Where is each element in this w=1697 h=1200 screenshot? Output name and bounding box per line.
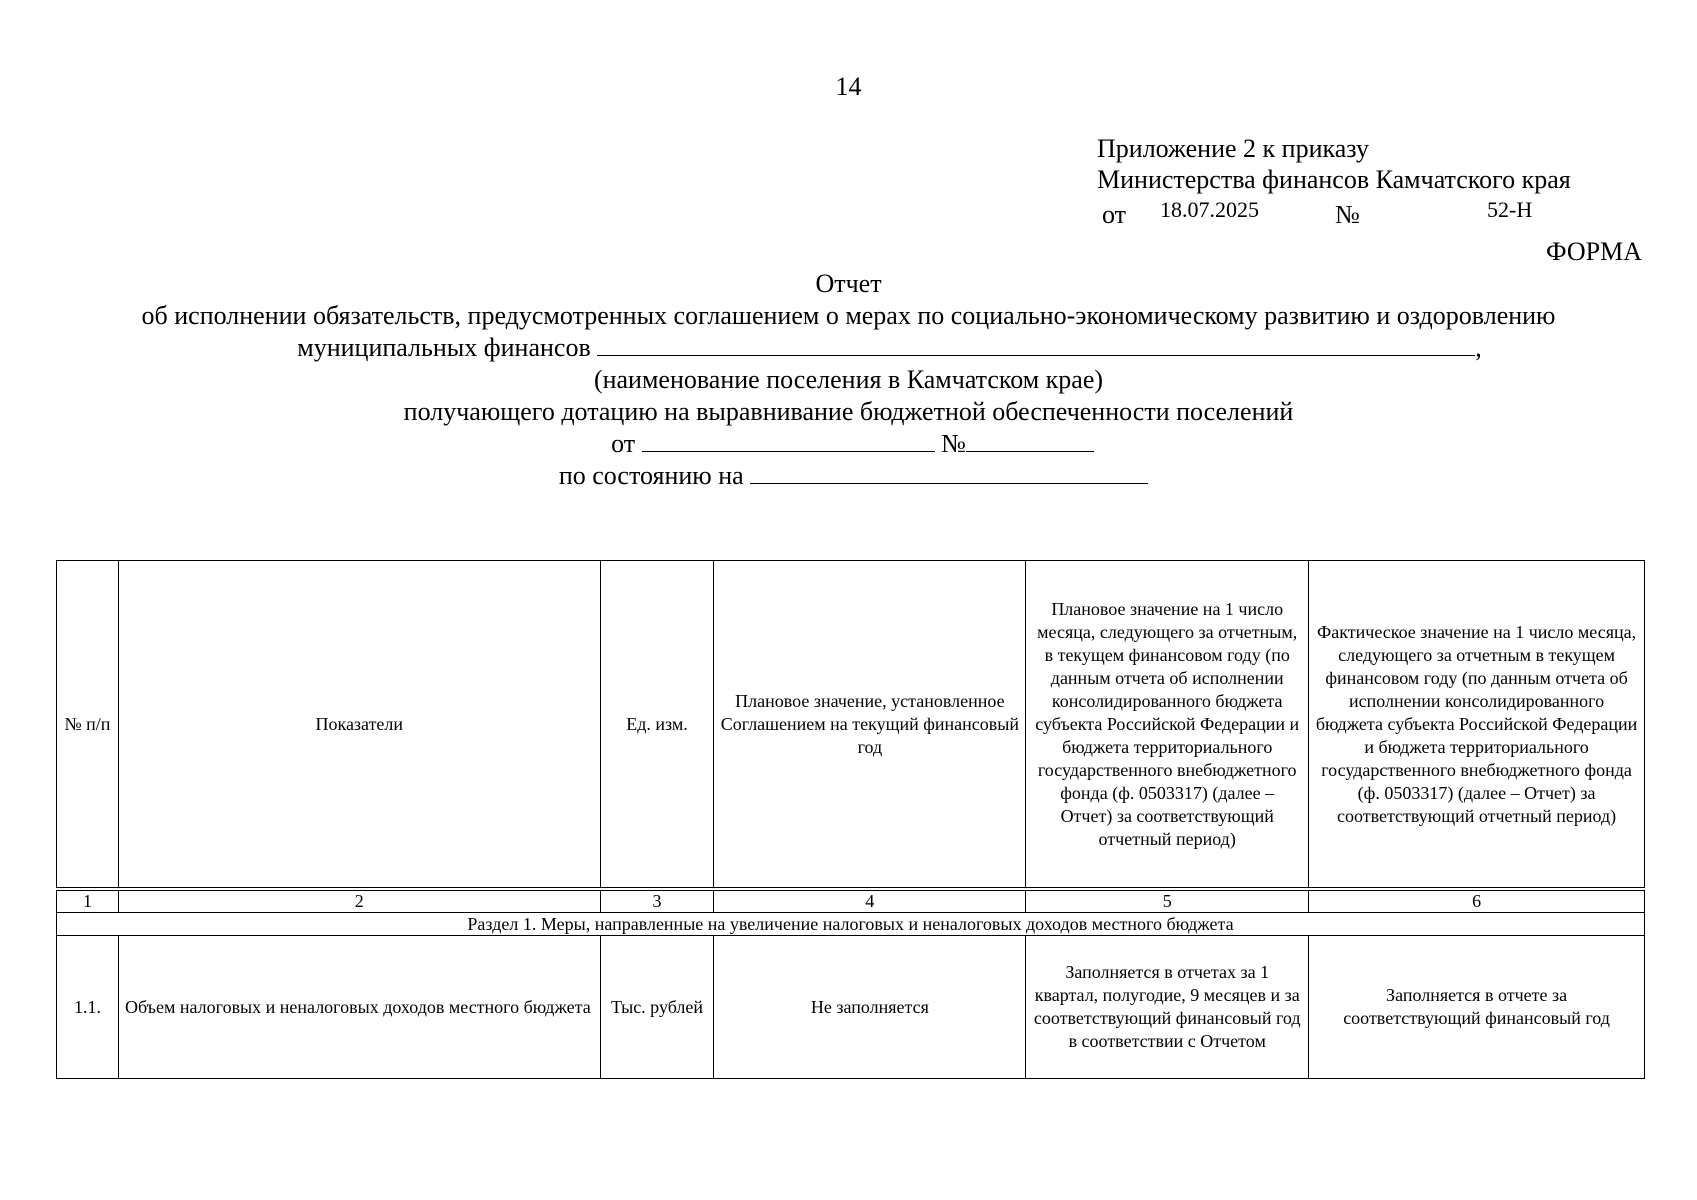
column-number: 4 xyxy=(714,891,1026,913)
title-line4: (наименование поселения в Камчатском крае) xyxy=(593,365,1104,394)
as-of-date-blank xyxy=(750,461,1148,484)
appendix-header xyxy=(1097,133,1571,195)
section-row xyxy=(57,913,1645,936)
title-line3-prefix: муниципальных финансов xyxy=(297,333,591,362)
header-plan-year: Плановое значение, установленное Соглашением на текущий финансовый год xyxy=(714,561,1026,888)
appendix-line2: Министерства финансов Камчатского края xyxy=(1097,165,1571,194)
header-plan-month: Плановое значение на 1 число месяца, следующего за отчетным, в текущем финансовом году (по данным отчета об исполнении консолидированного бюджета субъекта Российской Федерации и бюджета территориального государственного внебюджетного фонда (ф. 0503317) (далее – Отчет) за соответствующий отчетный период) xyxy=(1026,561,1309,888)
agreement-date-blank xyxy=(642,429,935,452)
agreement-date-label: от xyxy=(611,429,636,458)
settlement-name-blank xyxy=(597,333,1475,356)
section-title: Раздел 1. Меры, направленные на увеличение налоговых и неналоговых доходов местного бюджета xyxy=(57,913,1645,936)
column-number: 3 xyxy=(600,891,714,913)
header-num: № п/п xyxy=(57,561,119,888)
header-indicator: Показатели xyxy=(118,561,600,888)
appendix-line1: Приложение 2 к приказу xyxy=(1097,134,1370,163)
agreement-number-label: № xyxy=(941,429,966,458)
header-unit: Ед. изм. xyxy=(600,561,714,888)
as-of-label: по состоянию на xyxy=(558,461,744,490)
header-fact: Фактическое значение на 1 число месяца, следующего за отчетным в текущем финансовом году (по данным отчета об исполнении консолидированного бюджета субъекта Российской Федерации и бюджета территориального государственного внебюджетного фонда (ф. 0503317) (далее – Отчет) за соответствующий отчетный период) xyxy=(1309,561,1645,888)
row-fact: Заполняется в отчете за соответствующий финансовый год xyxy=(1309,936,1645,1079)
order-details xyxy=(1102,200,1126,230)
order-number-label: № xyxy=(1335,200,1360,229)
column-number: 2 xyxy=(118,891,600,913)
row-num: 1.1. xyxy=(57,936,119,1079)
order-date: 18.07.2025 xyxy=(1160,197,1259,222)
column-number: 6 xyxy=(1309,891,1645,913)
report-table xyxy=(56,560,1645,1079)
row-plan-month: Заполняется в отчетах за 1 квартал, полугодие, 9 месяцев и за соответствующий финансовый год в соответствии с Отчетом xyxy=(1026,936,1309,1079)
form-label: ФОРМА xyxy=(1546,237,1642,266)
agreement-number-blank xyxy=(966,429,1094,452)
row-unit: Тыс. рублей xyxy=(600,936,714,1079)
table-row xyxy=(57,936,1645,1079)
title-line3-suffix: , xyxy=(1475,333,1482,362)
title-line5: получающего дотацию на выравнивание бюджетной обеспеченности поселений xyxy=(403,397,1294,426)
title-line7 xyxy=(0,460,1697,492)
column-number-row xyxy=(57,891,1645,913)
column-number: 5 xyxy=(1026,891,1309,913)
title-line6 xyxy=(0,428,1697,460)
row-indicator: Объем налоговых и неналоговых доходов местного бюджета xyxy=(118,936,600,1079)
page-number: 14 xyxy=(835,72,862,101)
report-title xyxy=(0,268,1697,492)
order-number: 52-Н xyxy=(1487,197,1533,222)
column-number: 1 xyxy=(57,891,119,913)
title-line2: об исполнении обязательств, предусмотренных соглашением о мерах по социально-экономическому развитию и оздоровлению xyxy=(141,301,1556,330)
row-plan-year: Не заполняется xyxy=(714,936,1026,1079)
title-line3 xyxy=(0,332,1697,364)
order-date-label: от xyxy=(1102,200,1127,229)
table-header-row xyxy=(57,561,1645,888)
title-line1: Отчет xyxy=(815,269,882,298)
